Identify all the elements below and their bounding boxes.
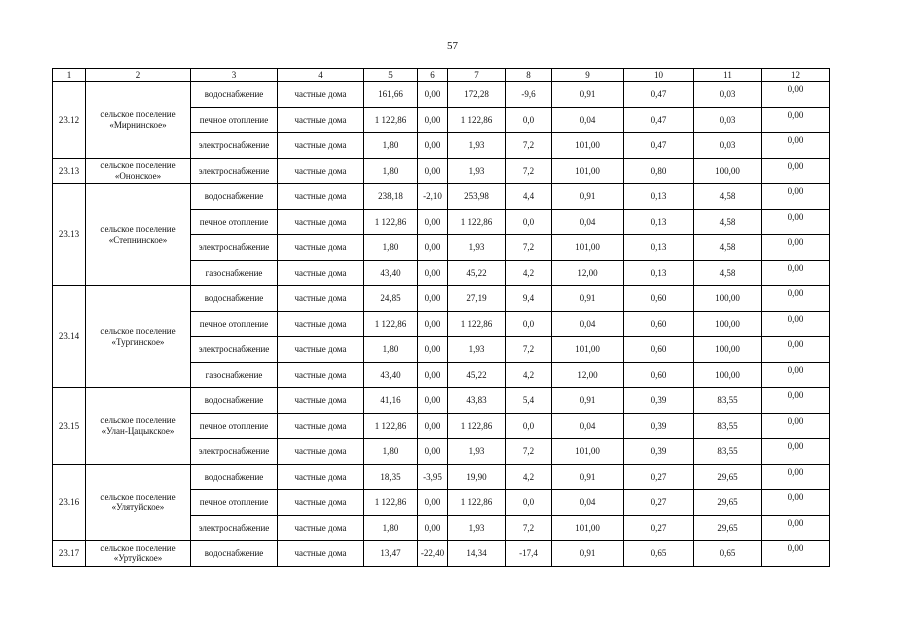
value-cell: 0,00 (418, 490, 448, 516)
value-cell: 0,91 (552, 184, 624, 210)
value-cell: 0,00 (762, 388, 830, 414)
value-cell: 0,39 (624, 439, 694, 465)
value-cell: 1,93 (448, 133, 506, 159)
value-cell: -9,6 (506, 82, 552, 108)
value-cell: 1,93 (448, 337, 506, 363)
table-row (53, 82, 830, 108)
value-cell: 43,83 (448, 388, 506, 414)
value-cell: 9,4 (506, 286, 552, 312)
value-cell: 4,2 (506, 260, 552, 286)
value-cell: 0,39 (624, 413, 694, 439)
table-row (53, 286, 830, 312)
settlement-name: сельское поселение «Мирнинское» (86, 82, 191, 159)
service-cell: печное отопление (191, 413, 278, 439)
value-cell: 0,00 (762, 184, 830, 210)
value-cell: 0,00 (418, 515, 448, 541)
value-cell: 29,65 (694, 464, 762, 490)
housing-type-cell: частные дома (278, 490, 364, 516)
value-cell: 4,2 (506, 464, 552, 490)
value-cell: 0,00 (762, 413, 830, 439)
value-cell: 1,80 (364, 515, 418, 541)
housing-type-cell: частные дома (278, 209, 364, 235)
value-cell: 0,00 (418, 260, 448, 286)
value-cell: 0,00 (418, 413, 448, 439)
value-cell: 29,65 (694, 515, 762, 541)
value-cell: 0,00 (762, 464, 830, 490)
value-cell: 0,60 (624, 362, 694, 388)
value-cell: 24,85 (364, 286, 418, 312)
value-cell: 1 122,86 (364, 107, 418, 133)
tariff-table (52, 68, 830, 567)
value-cell: 7,2 (506, 235, 552, 261)
value-cell: 0,04 (552, 413, 624, 439)
housing-type-cell: частные дома (278, 464, 364, 490)
value-cell: 0,00 (418, 82, 448, 108)
value-cell: 101,00 (552, 235, 624, 261)
value-cell: 0,00 (762, 133, 830, 159)
value-cell: 0,00 (418, 158, 448, 184)
housing-type-cell: частные дома (278, 337, 364, 363)
value-cell: 0,04 (552, 107, 624, 133)
service-cell: электроснабжение (191, 439, 278, 465)
column-header: 4 (278, 69, 364, 82)
housing-type-cell: частные дома (278, 388, 364, 414)
housing-type-cell: частные дома (278, 515, 364, 541)
value-cell: -22,40 (418, 541, 448, 567)
service-cell: водоснабжение (191, 286, 278, 312)
value-cell: 0,0 (506, 209, 552, 235)
value-cell: 100,00 (694, 337, 762, 363)
header-row (53, 69, 830, 82)
value-cell: 45,22 (448, 260, 506, 286)
value-cell: 0,60 (624, 311, 694, 337)
value-cell: 0,91 (552, 541, 624, 567)
value-cell: 1,80 (364, 235, 418, 261)
value-cell: 7,2 (506, 133, 552, 159)
service-cell: печное отопление (191, 107, 278, 133)
value-cell: 0,00 (418, 235, 448, 261)
value-cell: 0,00 (762, 260, 830, 286)
value-cell: 100,00 (694, 158, 762, 184)
value-cell: 0,27 (624, 515, 694, 541)
value-cell: 43,40 (364, 260, 418, 286)
value-cell: 0,00 (762, 235, 830, 261)
value-cell: 0,47 (624, 82, 694, 108)
value-cell: 1 122,86 (364, 413, 418, 439)
table-row (53, 541, 830, 567)
value-cell: 0,04 (552, 209, 624, 235)
value-cell: 100,00 (694, 362, 762, 388)
value-cell: 0,13 (624, 260, 694, 286)
settlement-name: сельское поселение «Тургинское» (86, 286, 191, 388)
settlement-name: сельское поселение «Ононское» (86, 158, 191, 184)
column-header: 5 (364, 69, 418, 82)
value-cell: 5,4 (506, 388, 552, 414)
settlement-code: 23.17 (53, 541, 86, 567)
value-cell: 0,00 (418, 107, 448, 133)
value-cell: -2,10 (418, 184, 448, 210)
value-cell: 0,39 (624, 388, 694, 414)
value-cell: 0,00 (762, 362, 830, 388)
settlement-name: сельское поселение «Улятуйское» (86, 464, 191, 541)
value-cell: 0,00 (418, 362, 448, 388)
value-cell: -17,4 (506, 541, 552, 567)
page-number: 57 (447, 40, 458, 52)
settlement-name: сельское поселение «Уртуйское» (86, 541, 191, 567)
value-cell: -3,95 (418, 464, 448, 490)
value-cell: 101,00 (552, 337, 624, 363)
housing-type-cell: частные дома (278, 362, 364, 388)
value-cell: 83,55 (694, 413, 762, 439)
value-cell: 1,93 (448, 439, 506, 465)
value-cell: 0,00 (762, 286, 830, 312)
value-cell: 0,00 (762, 209, 830, 235)
value-cell: 0,00 (418, 439, 448, 465)
value-cell: 4,58 (694, 260, 762, 286)
settlement-name: сельское поселение «Улан-Цацыкское» (86, 388, 191, 465)
value-cell: 0,00 (762, 541, 830, 567)
value-cell: 0,04 (552, 311, 624, 337)
value-cell: 0,60 (624, 337, 694, 363)
service-cell: водоснабжение (191, 464, 278, 490)
value-cell: 7,2 (506, 337, 552, 363)
value-cell: 13,47 (364, 541, 418, 567)
value-cell: 0,00 (418, 209, 448, 235)
table-body (53, 82, 830, 567)
value-cell: 0,65 (694, 541, 762, 567)
value-cell: 0,00 (418, 337, 448, 363)
housing-type-cell: частные дома (278, 107, 364, 133)
value-cell: 4,58 (694, 235, 762, 261)
value-cell: 0,04 (552, 490, 624, 516)
value-cell: 0,65 (624, 541, 694, 567)
value-cell: 0,91 (552, 82, 624, 108)
table-row (53, 464, 830, 490)
value-cell: 4,58 (694, 184, 762, 210)
table-row (53, 184, 830, 210)
value-cell: 1 122,86 (448, 209, 506, 235)
value-cell: 29,65 (694, 490, 762, 516)
value-cell: 0,00 (762, 439, 830, 465)
service-cell: печное отопление (191, 209, 278, 235)
column-header: 1 (53, 69, 86, 82)
housing-type-cell: частные дома (278, 541, 364, 567)
value-cell: 0,00 (418, 286, 448, 312)
value-cell: 0,60 (624, 286, 694, 312)
service-cell: электроснабжение (191, 337, 278, 363)
value-cell: 0,03 (694, 107, 762, 133)
service-cell: водоснабжение (191, 388, 278, 414)
table-row (53, 388, 830, 414)
housing-type-cell: частные дома (278, 82, 364, 108)
value-cell: 0,91 (552, 286, 624, 312)
housing-type-cell: частные дома (278, 311, 364, 337)
value-cell: 1 122,86 (448, 107, 506, 133)
settlement-code: 23.12 (53, 82, 86, 159)
value-cell: 1,80 (364, 133, 418, 159)
value-cell: 41,16 (364, 388, 418, 414)
value-cell: 4,2 (506, 362, 552, 388)
housing-type-cell: частные дома (278, 439, 364, 465)
column-header: 8 (506, 69, 552, 82)
value-cell: 83,55 (694, 388, 762, 414)
value-cell: 1,80 (364, 439, 418, 465)
value-cell: 1 122,86 (448, 413, 506, 439)
value-cell: 0,91 (552, 388, 624, 414)
value-cell: 100,00 (694, 311, 762, 337)
value-cell: 0,03 (694, 82, 762, 108)
value-cell: 1 122,86 (364, 209, 418, 235)
service-cell: газоснабжение (191, 260, 278, 286)
value-cell: 1,80 (364, 337, 418, 363)
housing-type-cell: частные дома (278, 235, 364, 261)
value-cell: 253,98 (448, 184, 506, 210)
value-cell: 101,00 (552, 133, 624, 159)
value-cell: 0,27 (624, 490, 694, 516)
value-cell: 1 122,86 (448, 490, 506, 516)
value-cell: 0,00 (762, 107, 830, 133)
settlement-code: 23.16 (53, 464, 86, 541)
value-cell: 0,0 (506, 490, 552, 516)
value-cell: 0,00 (762, 158, 830, 184)
housing-type-cell: частные дома (278, 260, 364, 286)
value-cell: 0,00 (762, 515, 830, 541)
value-cell: 0,00 (762, 311, 830, 337)
value-cell: 0,47 (624, 133, 694, 159)
value-cell: 101,00 (552, 439, 624, 465)
value-cell: 1,80 (364, 158, 418, 184)
value-cell: 4,4 (506, 184, 552, 210)
table-row (53, 158, 830, 184)
value-cell: 12,00 (552, 362, 624, 388)
value-cell: 0,13 (624, 235, 694, 261)
settlement-code: 23.13 (53, 158, 86, 184)
value-cell: 0,00 (762, 490, 830, 516)
service-cell: водоснабжение (191, 82, 278, 108)
value-cell: 0,47 (624, 107, 694, 133)
value-cell: 238,18 (364, 184, 418, 210)
value-cell: 1,93 (448, 158, 506, 184)
value-cell: 0,0 (506, 311, 552, 337)
value-cell: 0,03 (694, 133, 762, 159)
value-cell: 0,91 (552, 464, 624, 490)
value-cell: 1 122,86 (364, 311, 418, 337)
housing-type-cell: частные дома (278, 158, 364, 184)
value-cell: 14,34 (448, 541, 506, 567)
service-cell: водоснабжение (191, 184, 278, 210)
value-cell: 161,66 (364, 82, 418, 108)
settlement-code: 23.13 (53, 184, 86, 286)
service-cell: печное отопление (191, 311, 278, 337)
service-cell: печное отопление (191, 490, 278, 516)
value-cell: 0,80 (624, 158, 694, 184)
value-cell: 83,55 (694, 439, 762, 465)
housing-type-cell: частные дома (278, 133, 364, 159)
value-cell: 0,0 (506, 413, 552, 439)
settlement-name: сельское поселение «Степнинское» (86, 184, 191, 286)
value-cell: 101,00 (552, 158, 624, 184)
value-cell: 0,00 (418, 311, 448, 337)
settlement-code: 23.14 (53, 286, 86, 388)
value-cell: 172,28 (448, 82, 506, 108)
column-header: 9 (552, 69, 624, 82)
value-cell: 7,2 (506, 439, 552, 465)
service-cell: электроснабжение (191, 235, 278, 261)
value-cell: 0,00 (418, 133, 448, 159)
value-cell: 1,93 (448, 515, 506, 541)
housing-type-cell: частные дома (278, 286, 364, 312)
value-cell: 0,13 (624, 209, 694, 235)
value-cell: 0,00 (418, 388, 448, 414)
column-header: 11 (694, 69, 762, 82)
value-cell: 19,90 (448, 464, 506, 490)
value-cell: 0,0 (506, 107, 552, 133)
value-cell: 1,93 (448, 235, 506, 261)
value-cell: 1 122,86 (364, 490, 418, 516)
value-cell: 27,19 (448, 286, 506, 312)
housing-type-cell: частные дома (278, 413, 364, 439)
service-cell: газоснабжение (191, 362, 278, 388)
value-cell: 4,58 (694, 209, 762, 235)
service-cell: электроснабжение (191, 158, 278, 184)
column-header: 7 (448, 69, 506, 82)
service-cell: электроснабжение (191, 515, 278, 541)
column-header: 6 (418, 69, 448, 82)
housing-type-cell: частные дома (278, 184, 364, 210)
column-header: 12 (762, 69, 830, 82)
value-cell: 0,13 (624, 184, 694, 210)
value-cell: 12,00 (552, 260, 624, 286)
value-cell: 0,00 (762, 82, 830, 108)
value-cell: 101,00 (552, 515, 624, 541)
service-cell: водоснабжение (191, 541, 278, 567)
value-cell: 7,2 (506, 515, 552, 541)
value-cell: 1 122,86 (448, 311, 506, 337)
value-cell: 43,40 (364, 362, 418, 388)
column-header: 3 (191, 69, 278, 82)
value-cell: 18,35 (364, 464, 418, 490)
settlement-code: 23.15 (53, 388, 86, 465)
column-header: 2 (86, 69, 191, 82)
value-cell: 45,22 (448, 362, 506, 388)
value-cell: 0,27 (624, 464, 694, 490)
value-cell: 100,00 (694, 286, 762, 312)
value-cell: 0,00 (762, 337, 830, 363)
column-header: 10 (624, 69, 694, 82)
value-cell: 7,2 (506, 158, 552, 184)
service-cell: электроснабжение (191, 133, 278, 159)
